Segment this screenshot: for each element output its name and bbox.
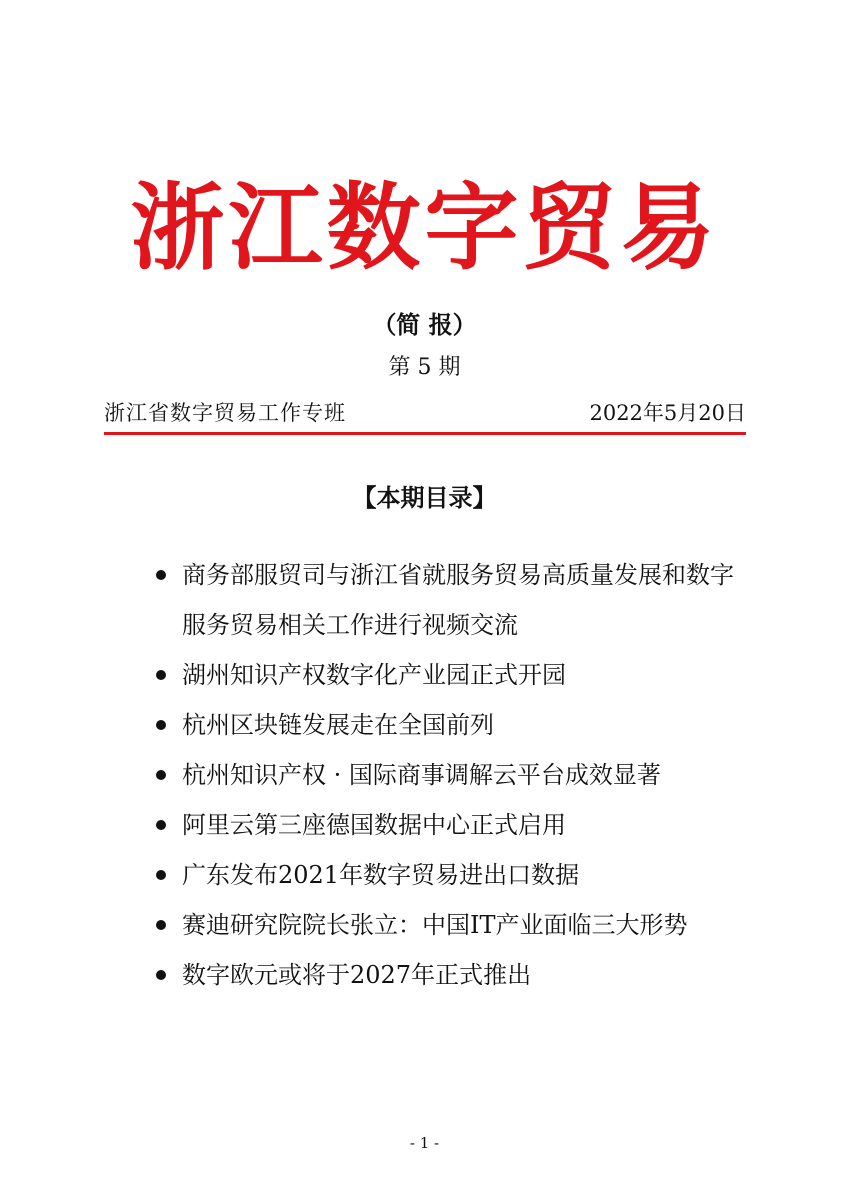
toc-title: 【本期目录】 [352,484,497,512]
toc-item-text: 杭州区块链发展走在全国前列 [182,711,494,739]
toc-item-text: 赛迪研究院院长张立：中国IT产业面临三大形势 [182,911,688,939]
bullet-icon [156,920,166,930]
toc-item [150,800,750,850]
page-number: - 1 - [409,1134,440,1152]
issue-number: 第 5 期 [388,355,461,380]
toc-item-text: 阿里云第三座德国数据中心正式启用 [182,811,566,839]
bullet-icon [156,970,166,980]
report-subtitle: （简 报） [372,310,477,339]
toc-item [150,950,750,1000]
toc-item [150,850,750,900]
bullet-icon [156,570,166,580]
bullet-icon [156,870,166,880]
toc-item-text: 数字欧元或将于2027年正式推出 [182,961,532,989]
bullet-icon [156,820,166,830]
toc-item-text: 广东发布2021年数字贸易进出口数据 [182,861,580,889]
toc-item [150,650,750,700]
toc-item [150,900,750,950]
publication-info-row [104,396,746,430]
toc-item-text: 商务部服贸司与浙江省就服务贸易高质量发展和数字服务贸易相关工作进行视频交流 [182,561,734,639]
toc-item [150,700,750,750]
organizer-name: 浙江省数字贸易工作专班 [104,401,346,425]
bullet-icon [156,670,166,680]
toc-item-text: 湖州知识产权数字化产业园正式开园 [182,661,566,689]
red-divider [104,432,746,435]
publication-date: 2022年5月20日 [589,401,746,425]
bullet-icon [156,720,166,730]
toc-list [150,550,750,1000]
toc-item-text: 杭州知识产权 · 国际商事调解云平台成效显著 [182,761,661,789]
masthead-title: 浙江数字贸易 [130,173,719,283]
bullet-icon [156,770,166,780]
toc-item [150,550,750,650]
toc-item [150,750,750,800]
